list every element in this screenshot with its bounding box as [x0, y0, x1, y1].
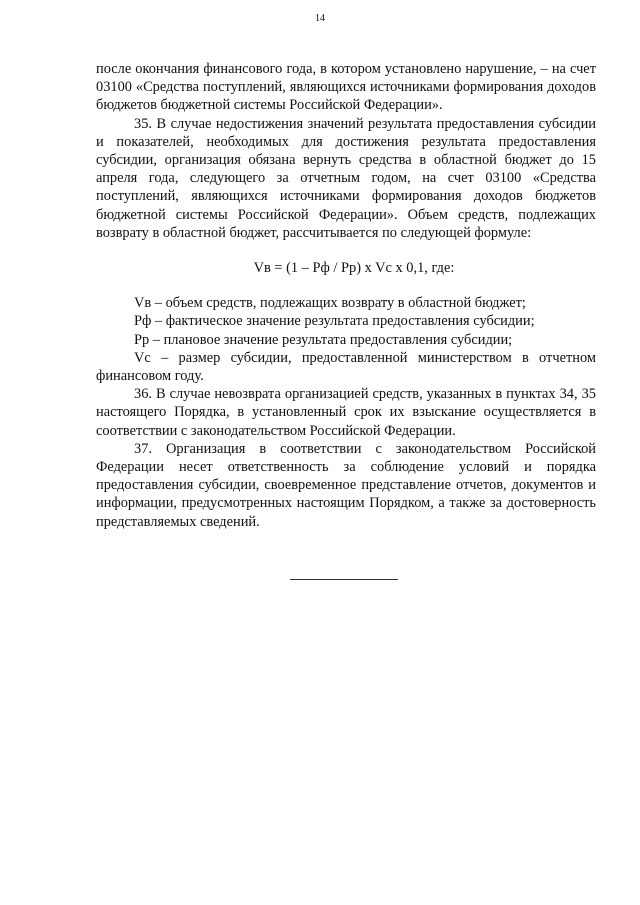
formula-definitions — [96, 294, 596, 385]
page-number: 14 — [315, 13, 325, 24]
end-of-document-rule — [290, 579, 398, 580]
definition-rf: Рф – фактическое значение результата предоставления субсидии; — [134, 313, 535, 330]
document-body — [96, 60, 596, 531]
paragraph-continuation: после окончания финансового года, в котором установлено нарушение, – на счет 03100 «Средства поступлений, являющихся источниками формирования доходов бюджетов бюджетной системы Российской Федерации». — [96, 61, 596, 114]
paragraph-item-35: 35. В случае недостижения значений результата предоставления субсидии и показателей, необходимых для достижения результата предоставления субсидии, организация обязана вернуть средства в областной бюджет до 15 апреля года, следующего за отчетным годом, на счет 03100 «Средства поступлений, являющихся источниками формирования доходов бюджетов бюджетной системы Российской Федерации». Объем средств, подлежащих возврату в областной бюджет, рассчитывается по следующей формуле: — [96, 115, 596, 241]
paragraph-item-36: 36. В случае невозврата организацией средств, указанных в пунктах 34, 35 настоящего Порядка, в установленный срок их взыскание осуществляется в соответствии с законодательством Российской Федерации. — [96, 386, 596, 439]
definition-vs: Vс – размер субсидии, предоставленной министерством в отчетном финансовом году. — [96, 349, 596, 385]
paragraph-item-37: 37. Организация в соответствии с законодательством Российской Федерации несет ответственность за соблюдение условий и порядка предоставления субсидии, своевременное представление отчетов, документов и информации, предусмотренных настоящим Порядком, а также за достоверность представляемых сведений. — [96, 440, 596, 530]
definition-vv: Vв – объем средств, подлежащих возврату в областной бюджет; — [134, 295, 526, 312]
return-amount-formula: Vв = (1 – Рф / Рр) x Vс x 0,1, где: — [253, 260, 455, 277]
definition-rr: Рр – плановое значение результата предоставления субсидии; — [134, 331, 513, 348]
